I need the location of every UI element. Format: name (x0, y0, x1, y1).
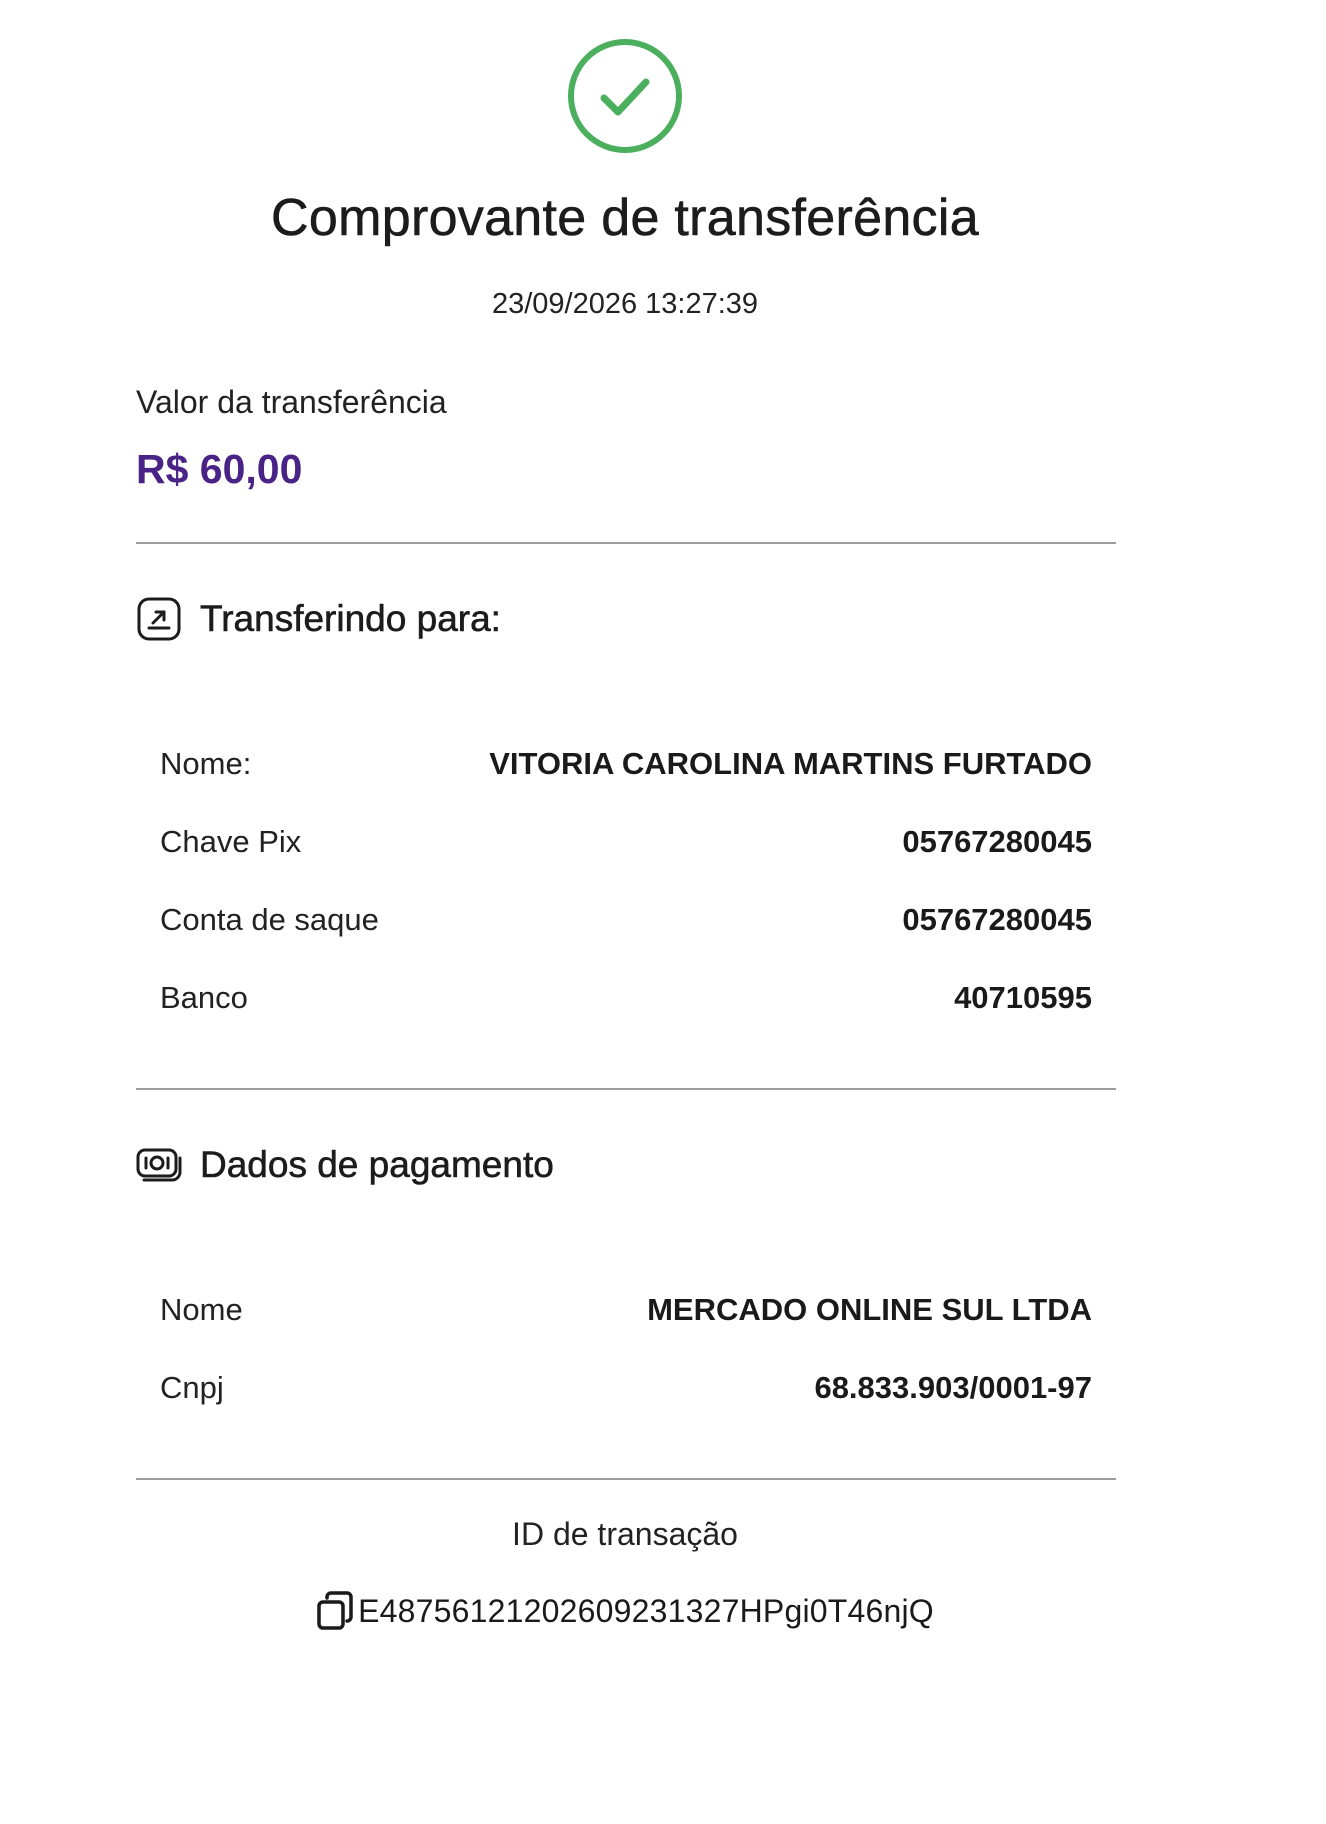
payment-row-name (160, 1292, 1092, 1328)
transaction-id-label: ID de transação (512, 1516, 738, 1552)
banknote-icon (136, 1142, 182, 1188)
divider (136, 1478, 1116, 1480)
check-circle-icon (567, 38, 683, 154)
row-value: 68.833.903/0001-97 (814, 1370, 1092, 1405)
row-value: 40710595 (954, 980, 1092, 1015)
row-value: MERCADO ONLINE SUL LTDA (647, 1292, 1092, 1327)
recipient-section-title: Transferindo para: (200, 598, 501, 639)
recipient-section-header (136, 596, 501, 642)
row-value: 05767280045 (902, 824, 1092, 859)
transaction-id-value[interactable]: E48756121202609231327HPgi0T46njQ (358, 1592, 934, 1629)
row-label: Chave Pix (160, 824, 302, 859)
arrow-out-icon (136, 596, 182, 642)
recipient-row-account (160, 902, 1092, 938)
row-label: Conta de saque (160, 902, 379, 937)
row-value: 05767280045 (902, 902, 1092, 937)
transaction-id-line (0, 1590, 1250, 1632)
row-label: Cnpj (160, 1370, 224, 1405)
divider (136, 542, 1116, 544)
copy-icon[interactable] (316, 1590, 354, 1632)
payment-section-header (136, 1142, 554, 1188)
page-title: Comprovante de transferência (271, 189, 979, 247)
divider (136, 1088, 1116, 1090)
row-value: VITORIA CAROLINA MARTINS FURTADO (489, 746, 1092, 781)
recipient-row-bank (160, 980, 1092, 1016)
row-label: Nome: (160, 746, 252, 781)
payment-section-title: Dados de pagamento (200, 1144, 554, 1185)
row-label: Banco (160, 980, 248, 1015)
payment-row-cnpj (160, 1370, 1092, 1406)
amount-label: Valor da transferência (136, 384, 447, 420)
recipient-row-name (160, 746, 1092, 782)
recipient-row-pix-key (160, 824, 1092, 860)
amount-value: R$ 60,00 (136, 446, 303, 492)
receipt-datetime: 23/09/2026 13:27:39 (491, 288, 759, 320)
row-label: Nome (160, 1292, 243, 1327)
